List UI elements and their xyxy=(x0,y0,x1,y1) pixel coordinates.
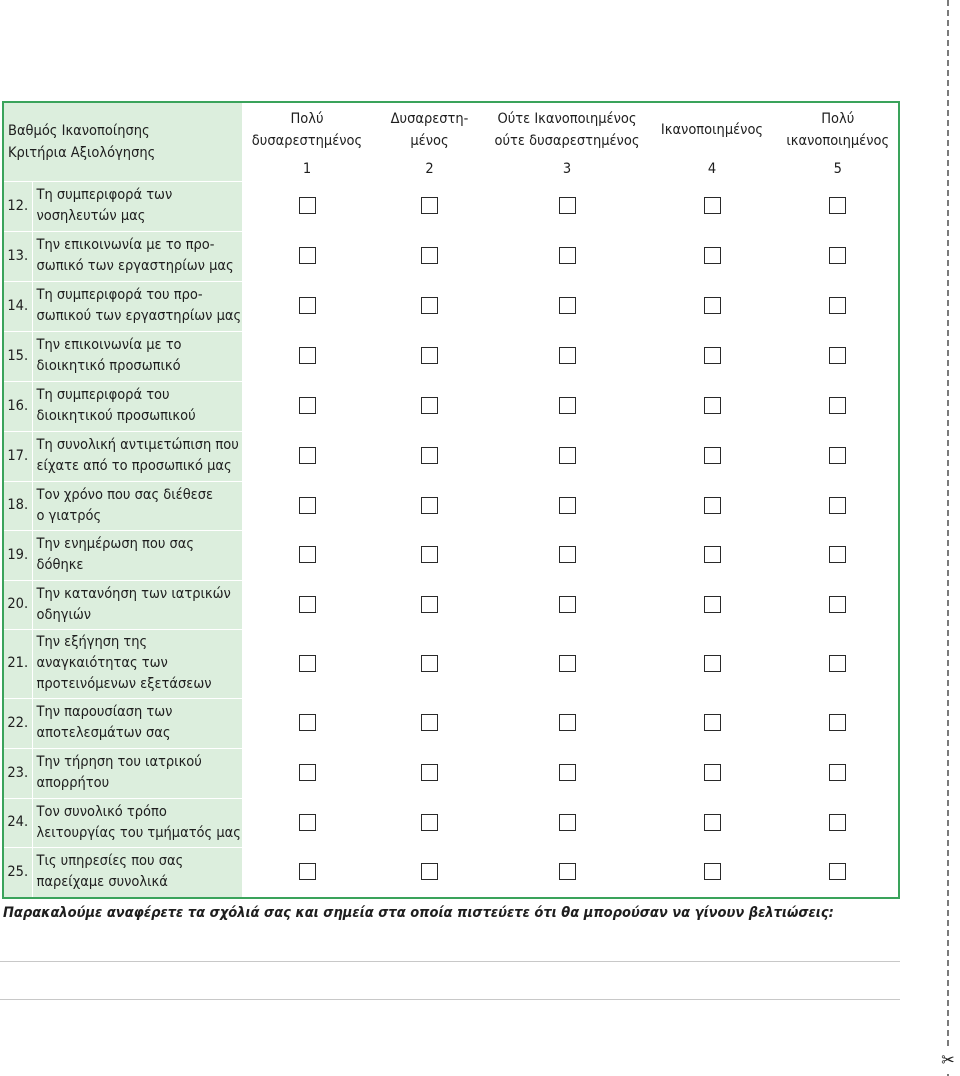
criterion-number: 16. xyxy=(3,381,32,431)
rating-checkbox-4[interactable] xyxy=(704,297,721,314)
rating-checkbox-3[interactable] xyxy=(559,247,576,264)
criterion-text-line: προτεινόμενων εξετάσεων xyxy=(36,676,212,692)
rating-checkbox-3[interactable] xyxy=(559,814,576,831)
criterion-number: 18. xyxy=(3,481,32,530)
criterion-row xyxy=(3,381,899,431)
rating-checkbox-5[interactable] xyxy=(829,197,846,214)
rating-cell xyxy=(777,281,899,331)
rating-cell xyxy=(487,530,647,580)
rating-checkbox-1[interactable] xyxy=(299,596,316,613)
criterion-row xyxy=(3,231,899,281)
rating-cell xyxy=(372,181,487,231)
rating-cell xyxy=(242,798,372,847)
criteria-rows xyxy=(3,181,899,898)
scale-number-2: 2 xyxy=(372,157,487,181)
rating-cell xyxy=(372,698,487,748)
satisfaction-table xyxy=(2,101,900,899)
rating-checkbox-3[interactable] xyxy=(559,596,576,613)
rating-checkbox-5[interactable] xyxy=(829,596,846,613)
criterion-label xyxy=(32,481,242,530)
rating-checkbox-1[interactable] xyxy=(299,297,316,314)
scale-number-5: 5 xyxy=(777,157,899,181)
rating-checkbox-4[interactable] xyxy=(704,347,721,364)
criterion-text-line: απορρήτου xyxy=(36,775,110,791)
criterion-number: 17. xyxy=(3,431,32,481)
criterion-text-line: Την επικοινωνία με το xyxy=(36,337,182,353)
rating-checkbox-1[interactable] xyxy=(299,447,316,464)
rating-cell xyxy=(372,530,487,580)
rating-checkbox-2[interactable] xyxy=(421,247,438,264)
rating-cell xyxy=(242,530,372,580)
rating-cell xyxy=(372,847,487,898)
rating-cell xyxy=(777,181,899,231)
satisfaction-level-heading: Βαθμός Ικανοποίησης xyxy=(8,122,150,139)
rating-cell xyxy=(487,798,647,847)
rating-cell xyxy=(777,580,899,629)
rating-cell xyxy=(777,381,899,431)
rating-cell xyxy=(372,231,487,281)
rating-checkbox-4[interactable] xyxy=(704,714,721,731)
rating-cell xyxy=(242,698,372,748)
rating-checkbox-1[interactable] xyxy=(299,814,316,831)
rating-cell xyxy=(242,331,372,381)
rating-checkbox-4[interactable] xyxy=(704,546,721,563)
rating-cell xyxy=(487,281,647,331)
rating-checkbox-3[interactable] xyxy=(559,347,576,364)
rating-cell xyxy=(487,629,647,698)
rating-checkbox-2[interactable] xyxy=(421,814,438,831)
rating-cell xyxy=(777,231,899,281)
rating-cell xyxy=(242,847,372,898)
rating-checkbox-3[interactable] xyxy=(559,497,576,514)
criterion-text-line: Τη συμπεριφορά του προ- xyxy=(36,287,203,303)
rating-checkbox-5[interactable] xyxy=(829,655,846,672)
criterion-row xyxy=(3,281,899,331)
criterion-number: 14. xyxy=(3,281,32,331)
comments-prompt: Παρακαλούμε αναφέρετε τα σχόλιά σας και σημεία στα οποία πιστεύετε ότι θα μπορούσαν να γίνουν βελτιώσεις: xyxy=(3,905,834,921)
criterion-text-line: Την επικοινωνία με το προ- xyxy=(36,237,215,253)
rating-cell xyxy=(487,698,647,748)
rating-cell xyxy=(487,431,647,481)
criterion-text-line: Τη συμπεριφορά του xyxy=(36,387,170,403)
criterion-text-line: Την κατανόηση των ιατρικών xyxy=(36,585,231,602)
criterion-number: 20. xyxy=(3,580,32,629)
rating-checkbox-3[interactable] xyxy=(559,447,576,464)
rating-checkbox-5[interactable] xyxy=(829,546,846,563)
rating-cell xyxy=(647,530,777,580)
rating-cell xyxy=(777,481,899,530)
rating-checkbox-1[interactable] xyxy=(299,397,316,414)
criterion-row xyxy=(3,331,899,381)
criterion-label xyxy=(32,431,242,481)
criterion-row xyxy=(3,748,899,798)
rating-cell xyxy=(647,748,777,798)
rating-cell xyxy=(777,331,899,381)
rating-cell xyxy=(242,431,372,481)
rating-cell xyxy=(242,580,372,629)
scale-header-3: Ούτε Ικανοποιημένος ούτε δυσαρεστημένος xyxy=(487,102,647,157)
rating-cell xyxy=(647,231,777,281)
rating-cell xyxy=(487,231,647,281)
rating-cell xyxy=(372,580,487,629)
rating-cell xyxy=(487,748,647,798)
cut-line xyxy=(947,0,949,1076)
criterion-number: 21. xyxy=(3,629,32,698)
rating-checkbox-4[interactable] xyxy=(704,596,721,613)
rating-checkbox-2[interactable] xyxy=(421,497,438,514)
criterion-row xyxy=(3,698,899,748)
rating-checkbox-5[interactable] xyxy=(829,447,846,464)
rating-cell xyxy=(242,748,372,798)
criterion-label xyxy=(32,798,242,847)
comment-line-2[interactable] xyxy=(0,999,900,1000)
criterion-label xyxy=(32,530,242,580)
rating-cell xyxy=(487,580,647,629)
criterion-text-line: Την παρουσίαση των xyxy=(36,704,173,720)
rating-cell xyxy=(647,431,777,481)
rating-checkbox-5[interactable] xyxy=(829,297,846,314)
scale-number-1: 1 xyxy=(242,157,372,181)
rating-checkbox-5[interactable] xyxy=(829,247,846,264)
rating-checkbox-4[interactable] xyxy=(704,447,721,464)
rating-checkbox-1[interactable] xyxy=(299,764,316,781)
rating-cell xyxy=(647,281,777,331)
criterion-label xyxy=(32,231,242,281)
rating-cell xyxy=(647,847,777,898)
rating-cell xyxy=(647,481,777,530)
rating-cell xyxy=(777,748,899,798)
rating-cell xyxy=(372,431,487,481)
rating-checkbox-2[interactable] xyxy=(421,447,438,464)
rating-checkbox-4[interactable] xyxy=(704,655,721,672)
rating-checkbox-2[interactable] xyxy=(421,655,438,672)
rating-cell xyxy=(647,181,777,231)
rating-cell xyxy=(647,798,777,847)
criterion-text-line: διοικητικό προσωπικό xyxy=(36,358,181,374)
rating-checkbox-4[interactable] xyxy=(704,764,721,781)
criterion-text-line: ο γιατρός xyxy=(36,507,102,524)
rating-cell xyxy=(372,381,487,431)
rating-cell xyxy=(647,629,777,698)
rating-checkbox-2[interactable] xyxy=(421,347,438,364)
rating-cell xyxy=(777,847,899,898)
rating-checkbox-1[interactable] xyxy=(299,247,316,264)
rating-checkbox-5[interactable] xyxy=(829,814,846,831)
rating-checkbox-2[interactable] xyxy=(421,714,438,731)
criterion-number: 23. xyxy=(3,748,32,798)
rating-checkbox-1[interactable] xyxy=(299,714,316,731)
rating-cell xyxy=(647,381,777,431)
rating-checkbox-5[interactable] xyxy=(829,497,846,514)
rating-cell xyxy=(242,231,372,281)
criterion-row xyxy=(3,847,899,898)
scale-number-4: 4 xyxy=(647,157,777,181)
rating-checkbox-4[interactable] xyxy=(704,814,721,831)
rating-cell xyxy=(777,431,899,481)
rating-checkbox-2[interactable] xyxy=(421,764,438,781)
scale-header-5: Πολύ ικανοποιημένος xyxy=(777,102,899,157)
criterion-text-line: λειτουργίας του τμήματός μας xyxy=(36,824,241,841)
rating-checkbox-4[interactable] xyxy=(704,247,721,264)
criteria-heading: Κριτήρια Αξιολόγησης xyxy=(8,144,156,161)
criterion-label xyxy=(32,580,242,629)
criterion-row xyxy=(3,580,899,629)
criterion-label xyxy=(32,331,242,381)
rating-checkbox-5[interactable] xyxy=(829,397,846,414)
criterion-text-line: Την τήρηση του ιατρικού xyxy=(36,754,202,770)
criterion-row xyxy=(3,481,899,530)
rating-checkbox-3[interactable] xyxy=(559,863,576,880)
rating-checkbox-5[interactable] xyxy=(829,764,846,781)
criterion-row xyxy=(3,431,899,481)
rating-cell xyxy=(242,481,372,530)
rating-checkbox-4[interactable] xyxy=(704,197,721,214)
criterion-text-line: δόθηκε xyxy=(36,557,84,573)
rating-cell xyxy=(487,847,647,898)
rating-cell xyxy=(647,331,777,381)
criterion-row xyxy=(3,530,899,580)
rating-checkbox-2[interactable] xyxy=(421,297,438,314)
rating-cell xyxy=(487,481,647,530)
scissors-icon: ✂ xyxy=(938,1048,958,1074)
header-row xyxy=(3,102,899,157)
criterion-number: 15. xyxy=(3,331,32,381)
rating-checkbox-2[interactable] xyxy=(421,596,438,613)
scale-number-3: 3 xyxy=(487,157,647,181)
rating-checkbox-2[interactable] xyxy=(421,197,438,214)
rating-cell xyxy=(777,530,899,580)
criterion-label xyxy=(32,629,242,698)
criterion-number: 22. xyxy=(3,698,32,748)
rating-checkbox-3[interactable] xyxy=(559,764,576,781)
rating-cell xyxy=(487,331,647,381)
rating-checkbox-4[interactable] xyxy=(704,863,721,880)
rating-checkbox-1[interactable] xyxy=(299,347,316,364)
rating-checkbox-4[interactable] xyxy=(704,497,721,514)
rating-cell xyxy=(242,181,372,231)
criterion-number: 13. xyxy=(3,231,32,281)
criterion-label xyxy=(32,281,242,331)
rating-checkbox-1[interactable] xyxy=(299,497,316,514)
criterion-text-line: Τη συμπεριφορά των xyxy=(36,187,173,203)
rating-checkbox-3[interactable] xyxy=(559,397,576,414)
criterion-text-line: Τη συνολική αντιμετώπιση που xyxy=(36,437,239,453)
criterion-row xyxy=(3,798,899,847)
rating-cell xyxy=(647,698,777,748)
rating-cell xyxy=(372,748,487,798)
criterion-label xyxy=(32,381,242,431)
rating-checkbox-4[interactable] xyxy=(704,397,721,414)
criterion-number: 25. xyxy=(3,847,32,898)
criterion-text-line: αποτελεσμάτων σας xyxy=(36,725,171,741)
rating-cell xyxy=(487,381,647,431)
rating-checkbox-3[interactable] xyxy=(559,297,576,314)
criterion-text-line: νοσηλευτών μας xyxy=(36,208,146,224)
rating-checkbox-5[interactable] xyxy=(829,714,846,731)
scale-header-1: Πολύ δυσαρεστημένος xyxy=(242,102,372,157)
rating-checkbox-3[interactable] xyxy=(559,197,576,214)
criterion-text-line: διοικητικού προσωπικού xyxy=(36,408,196,424)
rating-checkbox-3[interactable] xyxy=(559,655,576,672)
criterion-number: 12. xyxy=(3,181,32,231)
criterion-text-line: είχατε από το προσωπικό μας xyxy=(36,458,232,474)
rating-checkbox-5[interactable] xyxy=(829,863,846,880)
rating-checkbox-2[interactable] xyxy=(421,397,438,414)
criterion-text-line: σωπικού των εργαστηρίων μας xyxy=(36,308,242,324)
scale-header-2: Δυσαρεστη- μένος xyxy=(372,102,487,157)
rating-cell xyxy=(372,629,487,698)
criterion-text-line: Τον χρόνο που σας διέθεσε xyxy=(36,486,214,503)
criterion-label xyxy=(32,748,242,798)
criterion-text-line: παρείχαμε συνολικά xyxy=(36,874,168,891)
scale-header-4: Ικανοποιημένος xyxy=(647,102,777,157)
rating-cell xyxy=(242,381,372,431)
rating-cell xyxy=(372,481,487,530)
rating-cell xyxy=(242,281,372,331)
comment-line-1[interactable] xyxy=(0,961,900,962)
rating-cell xyxy=(372,331,487,381)
rating-checkbox-2[interactable] xyxy=(421,863,438,880)
rating-cell xyxy=(777,698,899,748)
criterion-text-line: σωπικό των εργαστηρίων μας xyxy=(36,258,234,274)
criterion-row xyxy=(3,181,899,231)
rating-checkbox-1[interactable] xyxy=(299,546,316,563)
criterion-number: 24. xyxy=(3,798,32,847)
rating-cell xyxy=(372,798,487,847)
criterion-row xyxy=(3,629,899,698)
criterion-text-line: Τον συνολικό τρόπο xyxy=(36,803,167,820)
rating-cell xyxy=(372,281,487,331)
rating-checkbox-3[interactable] xyxy=(559,714,576,731)
rating-checkbox-5[interactable] xyxy=(829,347,846,364)
criterion-label xyxy=(32,181,242,231)
rating-checkbox-1[interactable] xyxy=(299,863,316,880)
criterion-label xyxy=(32,847,242,898)
criterion-number: 19. xyxy=(3,530,32,580)
criterion-text-line: οδηγιών xyxy=(36,606,92,623)
criterion-text-line: Τις υπηρεσίες που σας xyxy=(36,853,184,870)
rating-cell xyxy=(777,798,899,847)
table-header-label xyxy=(3,102,242,181)
rating-checkbox-1[interactable] xyxy=(299,197,316,214)
rating-cell xyxy=(647,580,777,629)
rating-cell xyxy=(777,629,899,698)
criterion-text-line: αναγκαιότητας των xyxy=(36,655,168,671)
criterion-text-line: Την ενημέρωση που σας xyxy=(36,536,195,552)
criterion-text-line: Την εξήγηση της xyxy=(36,634,148,650)
rating-checkbox-1[interactable] xyxy=(299,655,316,672)
rating-checkbox-3[interactable] xyxy=(559,546,576,563)
rating-checkbox-2[interactable] xyxy=(421,546,438,563)
rating-cell xyxy=(487,181,647,231)
rating-cell xyxy=(242,629,372,698)
criterion-label xyxy=(32,698,242,748)
